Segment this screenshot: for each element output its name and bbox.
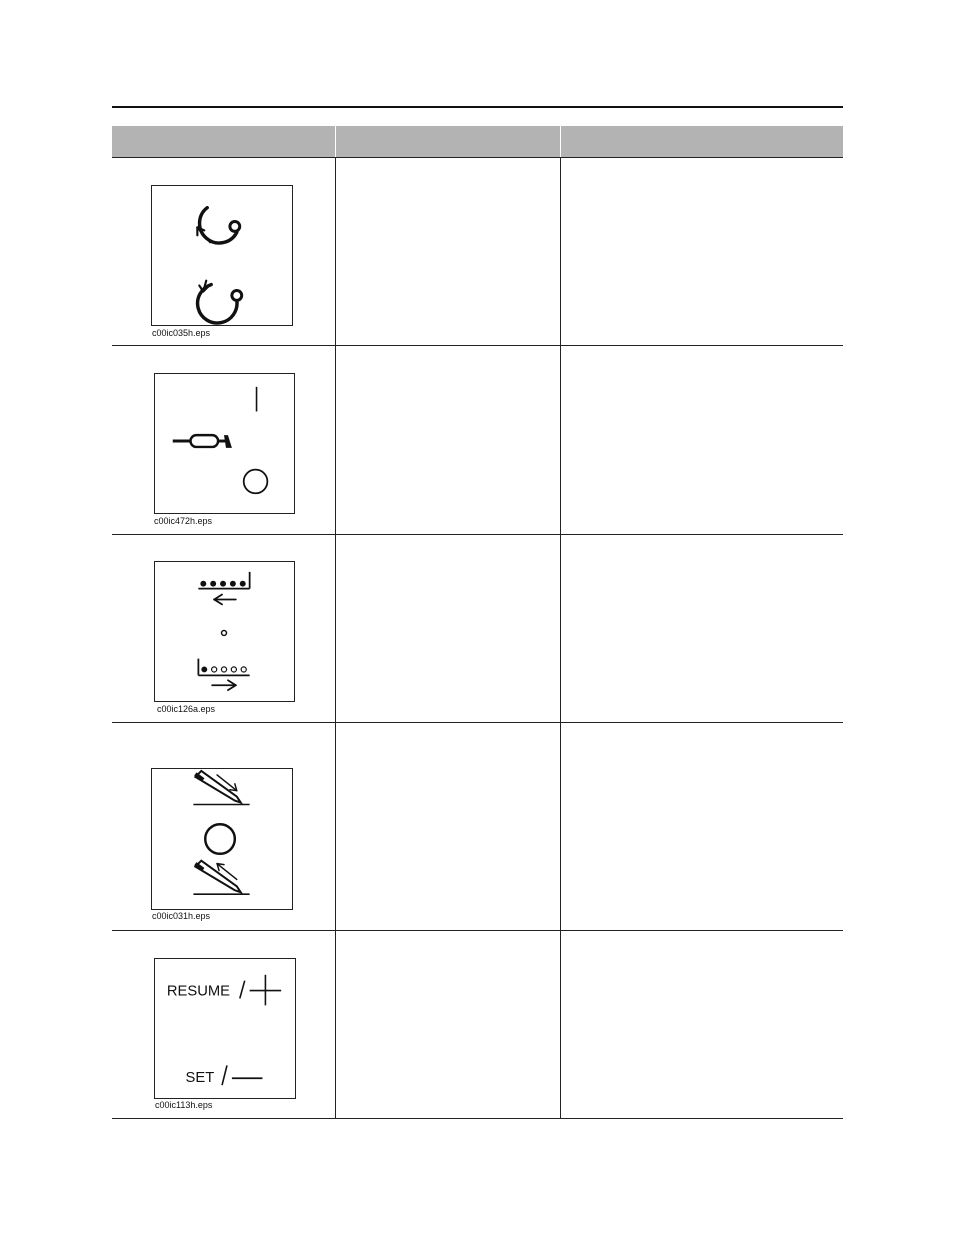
table-header	[112, 126, 843, 158]
resume-label: RESUME	[166, 983, 231, 1000]
function-cell	[336, 723, 561, 930]
table-row	[112, 535, 843, 723]
horn-switch-icon	[154, 373, 295, 514]
function-cell	[336, 535, 561, 722]
top-rule	[112, 106, 843, 108]
table-row	[112, 158, 843, 346]
description-cell	[561, 723, 843, 930]
speed-range-icon	[154, 561, 295, 702]
description-cell	[561, 535, 843, 722]
figure-caption: c00ic472h.eps	[154, 516, 213, 526]
symbol-cell	[112, 931, 336, 1118]
tilt-icon	[151, 768, 293, 910]
resume-set-icon	[154, 958, 296, 1099]
function-cell	[336, 158, 561, 345]
figure-caption: c00ic035h.eps	[152, 328, 211, 338]
figure-caption: c00ic113h.eps	[155, 1100, 213, 1110]
symbol-cell	[112, 346, 336, 534]
symbol-cell	[112, 723, 336, 930]
symbol-cell	[112, 535, 336, 722]
function-cell	[336, 346, 561, 534]
header-col-2	[336, 126, 561, 157]
table-row	[112, 931, 843, 1119]
description-cell	[561, 931, 843, 1118]
symbol-table	[112, 126, 843, 1119]
rotate-icon	[151, 185, 293, 326]
figure-caption: c00ic031h.eps	[152, 911, 211, 921]
function-cell	[336, 931, 561, 1118]
header-col-3	[561, 126, 843, 157]
figure-caption: c00ic126a.eps	[157, 704, 216, 714]
table-row	[112, 723, 843, 931]
description-cell	[561, 158, 843, 345]
set-label: SET	[185, 1070, 215, 1087]
header-col-1	[112, 126, 336, 157]
table-row	[112, 346, 843, 535]
symbol-cell	[112, 158, 336, 345]
description-cell	[561, 346, 843, 534]
